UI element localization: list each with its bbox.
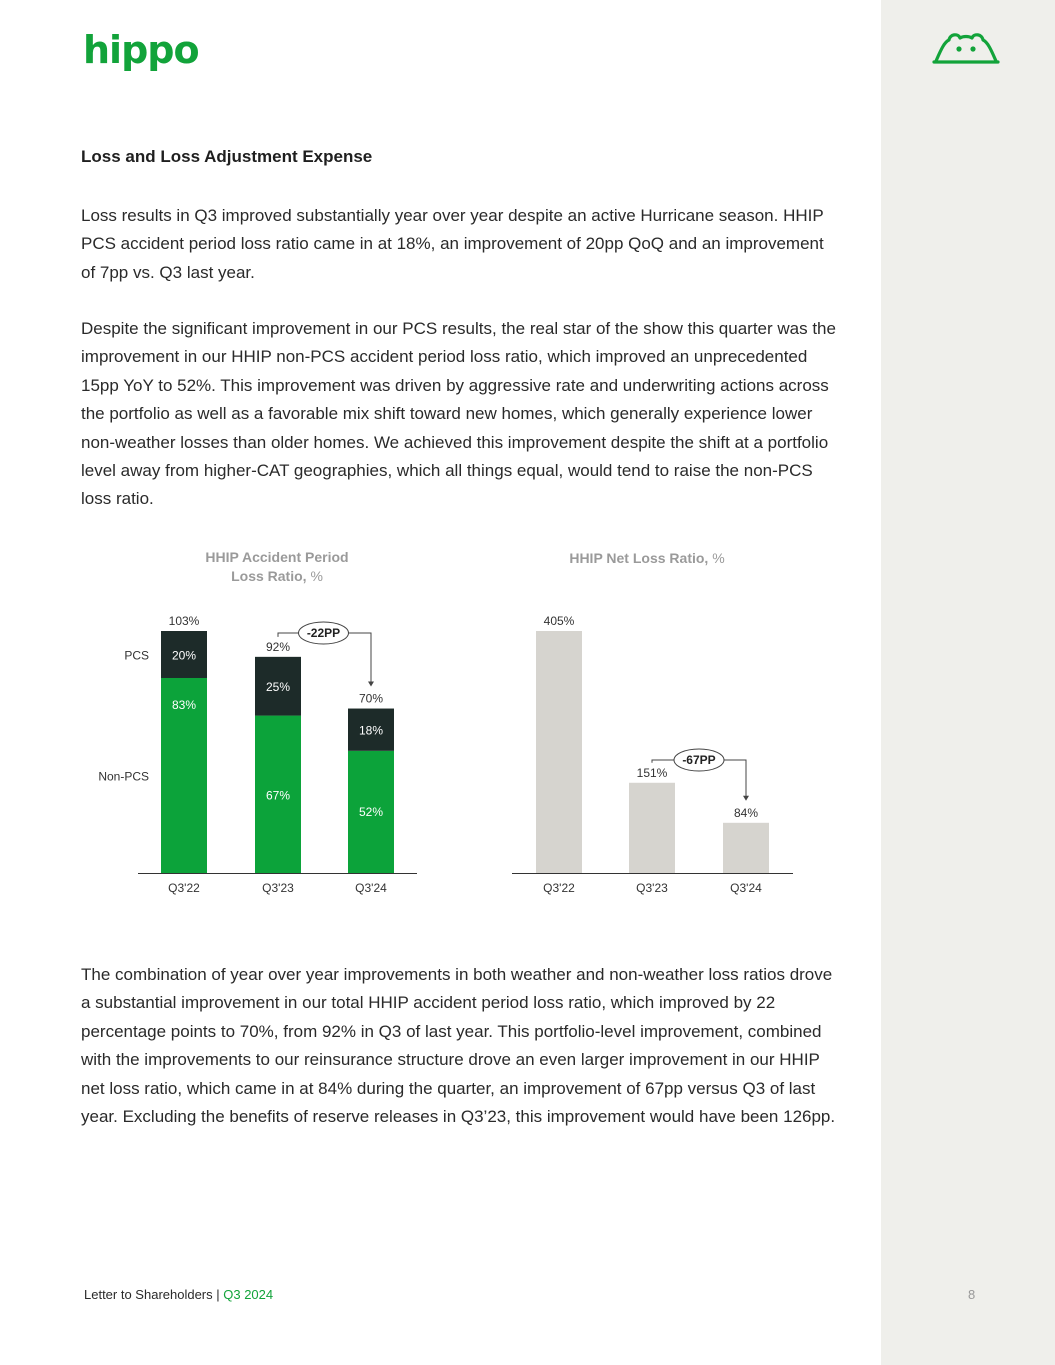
footer-title: Letter to Shareholders | <box>84 1287 220 1302</box>
section-heading: Loss and Loss Adjustment Expense <box>81 147 373 166</box>
x-tick-label: Q3'22 <box>168 881 200 895</box>
hippo-mascot-icon <box>931 28 1001 68</box>
non-pcs-data-label: 83% <box>171 697 197 712</box>
total-data-label: 103% <box>168 614 200 628</box>
total-data-label: 92% <box>265 639 291 654</box>
right-sidebar-panel <box>881 0 1055 1365</box>
footer-quarter: Q3 2024 <box>223 1287 274 1302</box>
chart2-title-unit: % <box>712 550 725 566</box>
non-pcs-data-label: 52% <box>358 804 384 819</box>
paragraph-combined-results: The combination of year over year improvements in both weather and non-weather loss ratios drove a substantial improvement in our total HHIP accident period loss ratio, which improved by 22 percentage points to 70%, from 92% in Q3 of last year. This portfolio-level improvement, combined with the improvements to our reinsurance structure drove an even larger improvement in our HHIP net loss ratio, which came in at 84% during the quarter, an improvement of 67pp versus Q3 of last year. Excluding the benefits of reserve releases in Q3’23, this improvement would have been 126pp. <box>81 965 836 1127</box>
chart1-title-unit: % <box>310 568 323 584</box>
annotation-arrowhead <box>368 682 374 687</box>
footer-label <box>84 1287 273 1302</box>
net-loss-data-label: 84% <box>733 805 759 820</box>
paragraph-pcs-results: Loss results in Q3 improved substantially year over year despite an active Hurricane season. HHIP PCS accident period loss ratio came in at 18%, an improvement of 20pp QoQ and an improvement of 7pp vs. Q3 last year. <box>81 206 824 282</box>
x-tick-label: Q3'24 <box>355 881 387 895</box>
annotation-text: -67PP <box>682 753 716 767</box>
legend-non-pcs: Non-PCS <box>98 769 149 784</box>
pcs-data-label: 20% <box>171 648 197 663</box>
paragraph-non-pcs-results: Despite the significant improvement in our PCS results, the real star of the show this quarter was the improvement in our HHIP non-PCS accident period loss ratio, which improved an unprecedented 15pp YoY to 52%. This improvement was driven by aggressive rate and underwriting actions across the portfolio as well as a favorable mix shift toward new homes, which generally experience lower non-weather losses than older homes. We achieved this improvement despite the shift at a portfolio level away from higher-CAT geographies, which all things equal, would tend to raise the non-PCS loss ratio. <box>81 319 836 509</box>
pcs-data-label: 18% <box>358 723 384 738</box>
annotation-arrowhead <box>743 796 749 801</box>
legend-pcs: PCS <box>124 648 149 663</box>
accident-period-loss-ratio-chart <box>81 540 441 910</box>
x-tick-label: Q3'23 <box>262 881 294 895</box>
bar-net-loss <box>723 823 769 873</box>
chart1-title-line1: HHIP Accident Period <box>205 549 349 565</box>
net-loss-ratio-chart <box>500 540 810 910</box>
x-tick-label: Q3'24 <box>730 881 762 895</box>
bar-net-loss <box>629 783 675 873</box>
chart1-title-line2: Loss Ratio, % <box>231 568 323 584</box>
non-pcs-data-label: 67% <box>265 788 291 803</box>
net-loss-data-label: 405% <box>543 614 575 628</box>
bar-net-loss <box>536 631 582 873</box>
x-tick-label: Q3'23 <box>636 881 668 895</box>
hippo-logo: hippo <box>83 28 199 72</box>
total-data-label: 70% <box>358 691 384 706</box>
chart2-title: HHIP Net Loss Ratio, % <box>569 550 725 566</box>
net-loss-data-label: 151% <box>636 765 668 780</box>
annotation-text: -22PP <box>306 626 341 640</box>
x-tick-label: Q3'22 <box>543 881 575 895</box>
page-number: 8 <box>968 1287 976 1302</box>
pcs-data-label: 25% <box>265 680 291 695</box>
